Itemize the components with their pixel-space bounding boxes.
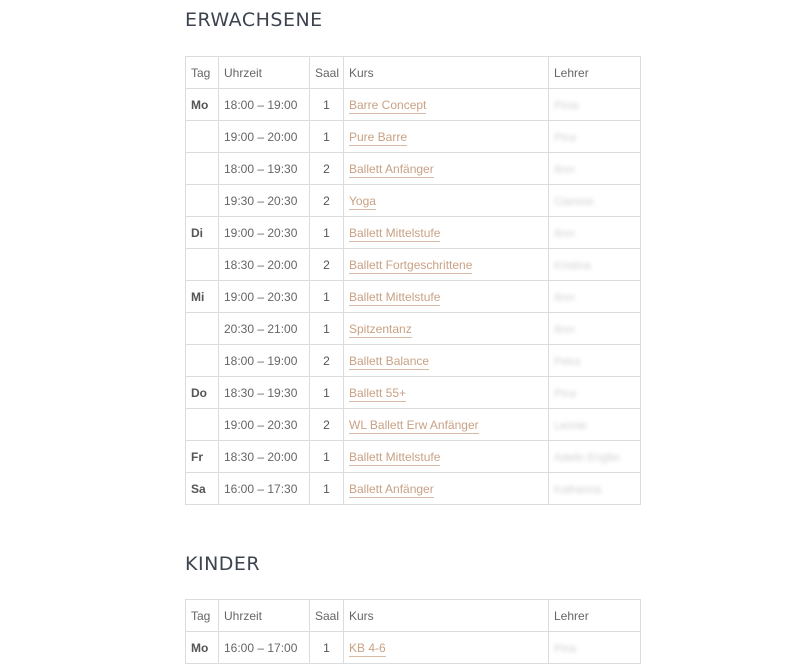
cell-saal: 2 [310, 409, 344, 441]
teacher-name-blurred: Pina [554, 642, 577, 655]
course-link[interactable]: Spitzentanz [349, 321, 412, 336]
cell-lehrer [549, 409, 641, 441]
cell-saal: 1 [310, 89, 344, 121]
cell-lehrer [549, 441, 641, 473]
cell-kurs [344, 217, 549, 249]
cell-uhrzeit: 18:30 – 20:00 [219, 441, 310, 473]
cell-uhrzeit: 20:30 – 21:00 [219, 313, 310, 345]
cell-lehrer [549, 121, 641, 153]
cell-uhrzeit: 16:00 – 17:00 [219, 632, 310, 664]
header-saal: Saal [310, 57, 344, 89]
cell-saal: 2 [310, 185, 344, 217]
cell-uhrzeit: 18:30 – 20:00 [219, 249, 310, 281]
cell-tag [186, 409, 219, 441]
cell-tag [186, 153, 219, 185]
teacher-name-blurred: Katharina [554, 483, 602, 496]
cell-uhrzeit: 18:00 – 19:30 [219, 153, 310, 185]
cell-tag: Mo [186, 89, 219, 121]
course-link[interactable]: Yoga [349, 193, 376, 208]
teacher-name-blurred: Ilmn [554, 291, 575, 304]
cell-tag: Sa [186, 473, 219, 505]
cell-kurs [344, 313, 549, 345]
header-lehrer: Lehrer [549, 600, 641, 632]
cell-tag [186, 313, 219, 345]
table-header-row [186, 600, 641, 632]
table-row [186, 185, 641, 217]
cell-lehrer [549, 89, 641, 121]
table-row [186, 313, 641, 345]
cell-saal: 1 [310, 281, 344, 313]
teacher-name-blurred: Ilmn [554, 323, 575, 336]
teacher-name-blurred: Clarisse [554, 195, 594, 208]
teacher-name-blurred: Kristina [554, 259, 591, 272]
header-saal: Saal [310, 600, 344, 632]
cell-uhrzeit: 18:00 – 19:00 [219, 89, 310, 121]
cell-uhrzeit: 16:00 – 17:30 [219, 473, 310, 505]
cell-tag [186, 249, 219, 281]
cell-saal: 1 [310, 121, 344, 153]
cell-saal: 1 [310, 632, 344, 664]
cell-uhrzeit: 19:00 – 20:30 [219, 409, 310, 441]
cell-kurs [344, 249, 549, 281]
course-link[interactable]: Ballett Mittelstufe [349, 225, 441, 240]
cell-kurs [344, 473, 549, 505]
cell-lehrer [549, 153, 641, 185]
cell-uhrzeit: 19:00 – 20:30 [219, 217, 310, 249]
table-row [186, 89, 641, 121]
table-row [186, 377, 641, 409]
cell-lehrer [549, 249, 641, 281]
cell-tag: Mi [186, 281, 219, 313]
header-kurs: Kurs [344, 600, 549, 632]
teacher-name-blurred: Leonie [554, 419, 588, 432]
course-link[interactable]: Barre Concept [349, 97, 427, 112]
teacher-name-blurred: Ilmn [554, 163, 575, 176]
teacher-name-blurred: Pinia [554, 99, 579, 112]
cell-uhrzeit: 19:00 – 20:30 [219, 281, 310, 313]
cell-tag [186, 345, 219, 377]
cell-kurs [344, 281, 549, 313]
cell-saal: 1 [310, 217, 344, 249]
cell-kurs [344, 409, 549, 441]
course-link[interactable]: Ballett 55+ [349, 385, 407, 400]
cell-kurs [344, 153, 549, 185]
table-row [186, 153, 641, 185]
cell-uhrzeit: 18:00 – 19:00 [219, 345, 310, 377]
cell-saal: 2 [310, 249, 344, 281]
table-row [186, 217, 641, 249]
course-link[interactable]: Ballett Anfänger [349, 481, 434, 496]
course-link[interactable]: Ballett Balance [349, 353, 430, 368]
cell-tag: Di [186, 217, 219, 249]
cell-kurs [344, 345, 549, 377]
cell-saal: 1 [310, 377, 344, 409]
course-link[interactable]: Ballett Fortgeschrittene [349, 257, 473, 272]
cell-saal: 1 [310, 473, 344, 505]
schedule-table-kinder [185, 599, 641, 664]
cell-tag: Mo [186, 632, 219, 664]
course-link[interactable]: WL Ballett Erw Anfänger [349, 417, 479, 432]
teacher-name-blurred: Pina [554, 387, 577, 400]
section-title-kinder: KINDER [185, 553, 261, 575]
course-link[interactable]: KB 4-6 [349, 640, 386, 655]
cell-lehrer [549, 185, 641, 217]
header-uhrzeit: Uhrzeit [219, 57, 310, 89]
cell-kurs [344, 185, 549, 217]
cell-uhrzeit: 19:00 – 20:00 [219, 121, 310, 153]
cell-lehrer [549, 313, 641, 345]
cell-saal: 1 [310, 441, 344, 473]
cell-tag: Fr [186, 441, 219, 473]
table-header-row [186, 57, 641, 89]
section-title-erwachsene: ERWACHSENE [185, 9, 323, 31]
teacher-name-blurred: Ilmn [554, 227, 575, 240]
cell-lehrer [549, 217, 641, 249]
table-row [186, 409, 641, 441]
course-link[interactable]: Ballett Anfänger [349, 161, 434, 176]
cell-saal: 2 [310, 153, 344, 185]
header-tag: Tag [186, 57, 219, 89]
table-row [186, 281, 641, 313]
header-kurs: Kurs [344, 57, 549, 89]
cell-uhrzeit: 19:30 – 20:30 [219, 185, 310, 217]
course-link[interactable]: Ballett Mittelstufe [349, 289, 441, 304]
cell-kurs [344, 121, 549, 153]
schedule-table-erwachsene [185, 56, 641, 505]
table-row [186, 121, 641, 153]
course-link[interactable]: Pure Barre [349, 129, 408, 144]
cell-uhrzeit: 18:30 – 19:30 [219, 377, 310, 409]
cell-tag [186, 121, 219, 153]
cell-tag: Do [186, 377, 219, 409]
table-row [186, 249, 641, 281]
cell-kurs [344, 377, 549, 409]
cell-lehrer [549, 377, 641, 409]
teacher-name-blurred: Adelin Engfer [554, 451, 621, 464]
table-row [186, 441, 641, 473]
course-link[interactable]: Ballett Mittelstufe [349, 449, 441, 464]
cell-tag [186, 185, 219, 217]
header-tag: Tag [186, 600, 219, 632]
cell-kurs [344, 441, 549, 473]
teacher-name-blurred: Petra [554, 355, 581, 368]
table-row [186, 345, 641, 377]
header-uhrzeit: Uhrzeit [219, 600, 310, 632]
table-row [186, 473, 641, 505]
teacher-name-blurred: Pina [554, 131, 577, 144]
cell-lehrer [549, 345, 641, 377]
header-lehrer: Lehrer [549, 57, 641, 89]
cell-lehrer [549, 473, 641, 505]
cell-lehrer [549, 281, 641, 313]
cell-saal: 2 [310, 345, 344, 377]
cell-kurs [344, 89, 549, 121]
cell-saal: 1 [310, 313, 344, 345]
